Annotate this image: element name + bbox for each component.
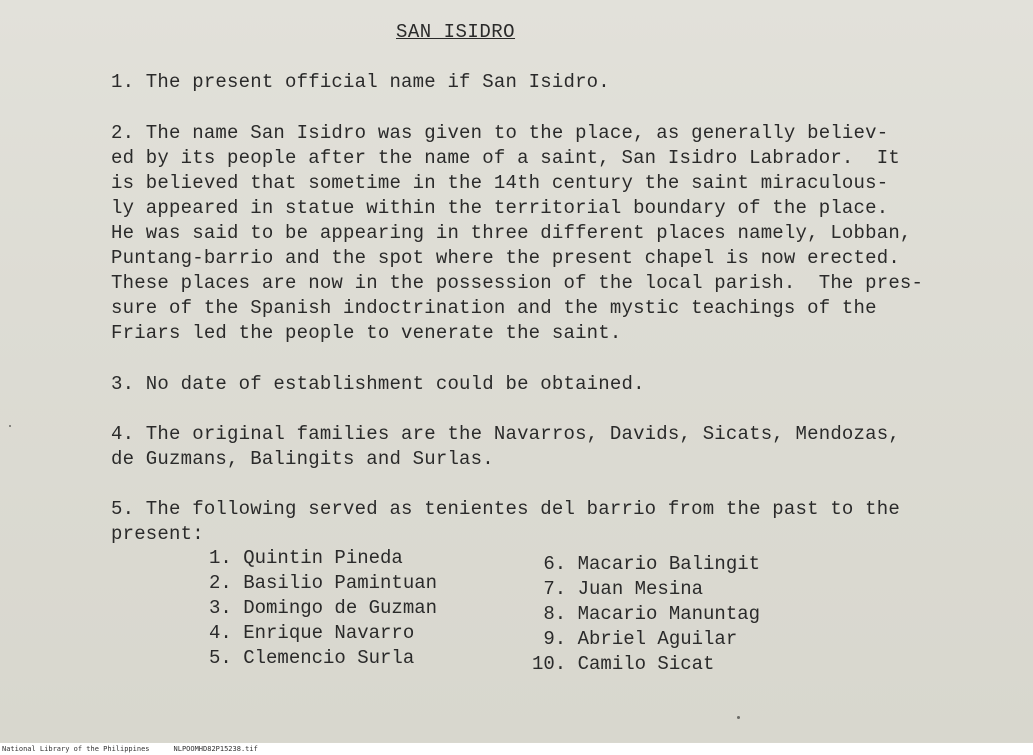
- list-item: 4. Enrique Navarro: [209, 622, 415, 644]
- list-item: 5. Clemencio Surla: [209, 647, 415, 669]
- library-credit: National Library of the Philippines: [2, 745, 150, 753]
- document-title: SAN ISIDRO: [396, 21, 516, 43]
- tenientes-list-left: [209, 546, 437, 671]
- paper-speck: [737, 716, 740, 719]
- list-item: 10. Camilo Sicat: [532, 653, 715, 675]
- paragraph-4: 4. The original families are the Navarros, Davids, Sicats, Mendozas, de Guzmans, Balingits and Surlas.: [111, 423, 900, 470]
- list-item: 9. Abriel Aguilar: [532, 628, 738, 650]
- list-item: 3. Domingo de Guzman: [209, 597, 438, 619]
- list-item: 7. Juan Mesina: [532, 578, 704, 600]
- list-item: 6. Macario Balingit: [532, 553, 761, 575]
- paragraph-3: 3. No date of establishment could be obtained.: [111, 373, 645, 395]
- tenientes-list-right: [532, 552, 760, 677]
- paragraph-2: 2. The name San Isidro was given to the place, as generally believ- ed by its people after the name of a saint, San Isidro Labrador. It is believed that sometime in the 14th century the saint miraculous- ly appeared in statue within the territorial boundary of the place. He was said to be appearing in three different places namely, Lobban, Puntang-barrio and the spot where the present chapel is now erected. These places are now in the possession of the local parish. The pres- sure of the Spanish indoctrination and the mystic teachings of the Friars led the people to venerate the saint.: [111, 122, 924, 344]
- list-item: 1. Quintin Pineda: [209, 547, 403, 569]
- paper-speck: [9, 425, 11, 427]
- paragraph-1: 1. The present official name if San Isidro.: [111, 71, 610, 93]
- paragraph-5: 5. The following served as tenientes del barrio from the past to the present:: [111, 498, 900, 545]
- list-item: 2. Basilio Pamintuan: [209, 572, 438, 594]
- scan-footer: [0, 743, 1033, 755]
- list-item: 8. Macario Manuntag: [532, 603, 761, 625]
- scan-filename: NLPOOMHD82P15238.tif: [173, 745, 258, 753]
